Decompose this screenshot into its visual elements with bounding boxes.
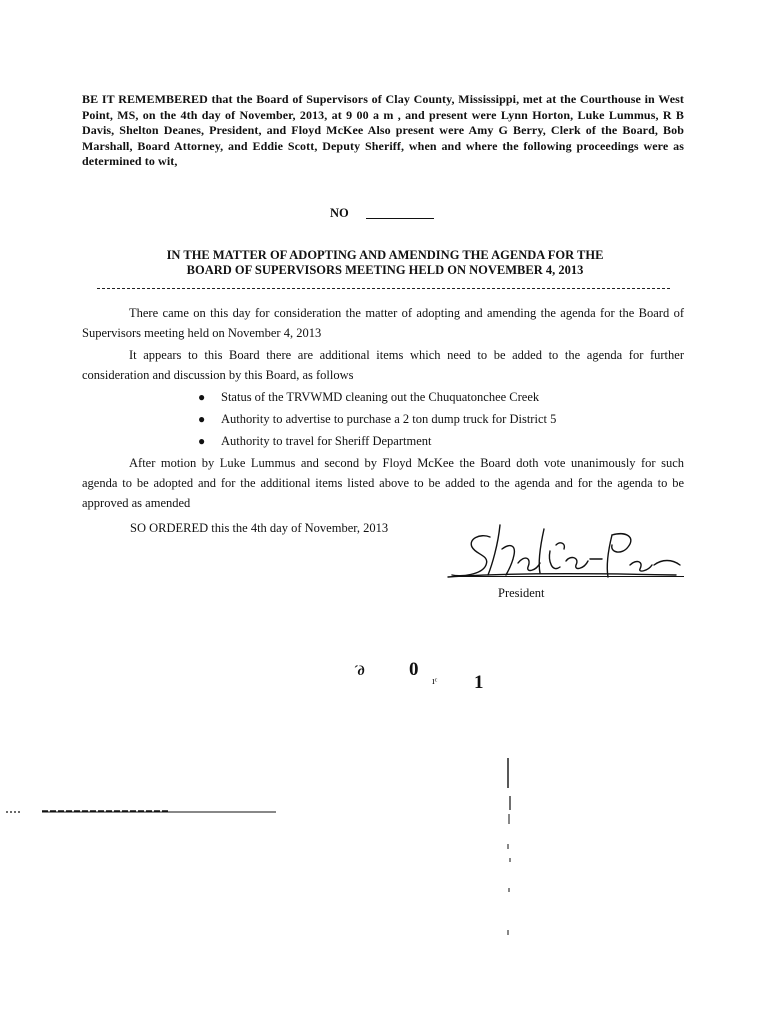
page-mark-4: 1 — [474, 672, 484, 693]
page-mark-3: ıᶜ — [432, 676, 438, 687]
motion-paragraph: After motion by Luke Lummus and second by Floyd McKee the Board doth vote unanimously for such agenda to be adopted and for the additional items listed above to be added to the agenda and for the agenda to be approved as amended — [82, 456, 684, 510]
page-mark-1: ´д — [353, 664, 365, 679]
matter-heading-line-2: BOARD OF SUPERVISORS MEETING HELD ON NOVEMBER 4, 2013 — [186, 263, 584, 277]
so-ordered-line: SO ORDERED this the 4th day of November, 2013 — [130, 521, 389, 535]
signature-image — [440, 515, 690, 585]
signature-line — [452, 576, 684, 577]
list-item — [198, 431, 556, 453]
consideration-paragraph: There came on this day for consideration the matter of adopting and amending the agenda for the Board of Supervisors meeting held on November 4, 2013 — [82, 306, 684, 340]
list-item — [198, 387, 556, 409]
additional-items-paragraph: It appears to this Board there are additional items which need to be added to the agenda for further consideration and discussion by this Board, as follows — [82, 348, 684, 382]
list-item — [198, 409, 556, 431]
scan-artifacts — [0, 740, 770, 1000]
item-number-blank — [366, 218, 434, 219]
matter-heading-line-1: IN THE MATTER OF ADOPTING AND AMENDING THE AGENDA FOR THE — [166, 248, 604, 262]
matter-heading — [90, 248, 680, 278]
bullet-icon: ● — [198, 390, 206, 404]
list-item-text: Status of the TRVWMD cleaning out the Chuquatonchee Creek — [221, 390, 540, 404]
heading-divider — [97, 288, 670, 289]
list-item-text: Authority to advertise to purchase a 2 ton dump truck for District 5 — [221, 412, 557, 426]
bullet-icon: ● — [198, 412, 206, 426]
preamble-paragraph: BE IT REMEMBERED that the Board of Supervisors of Clay County, Mississippi, met at the Courthouse in West Point, MS, on the 4th day of November, 2013, at 9 00 a m , and present were Lynn Horton, Luke Lummus, R B Davis, Shelton Deanes, President, and Floyd McKee Also present were Amy G Berry, Clerk of the Board, Bob Marshall, Board Attorney, and Eddie Scott, Deputy Sheriff, when and where the following proceedings were as determined to wit, — [82, 92, 684, 168]
agenda-items-list — [198, 387, 556, 453]
bullet-icon: ● — [198, 434, 206, 448]
page-mark-2: 0 — [409, 659, 419, 680]
signature-title: President — [498, 586, 545, 600]
list-item-text: Authority to travel for Sheriff Department — [221, 434, 432, 448]
item-number-label: NO — [330, 206, 349, 220]
